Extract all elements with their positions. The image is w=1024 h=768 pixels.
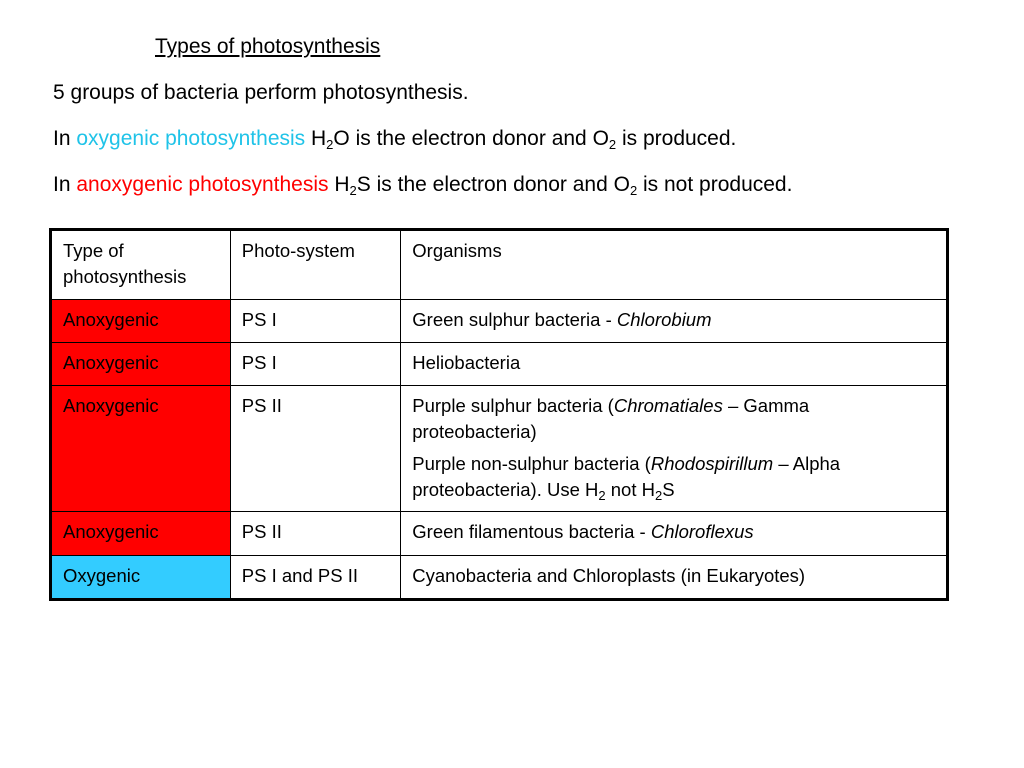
organisms-genus: Rhodospirillum <box>650 453 774 474</box>
oxygenic-h: H <box>305 127 327 150</box>
oxygenic-sub2: 2 <box>608 137 617 152</box>
anoxygenic-mid: S is the electron donor and O <box>356 173 630 196</box>
anoxygenic-end: is not produced. <box>637 173 793 196</box>
anoxygenic-statement <box>53 171 792 199</box>
organisms-paragraph <box>412 451 936 503</box>
organisms-text: Purple sulphur bacteria ( <box>412 395 614 416</box>
anoxygenic-h: H <box>328 173 350 196</box>
organisms-text: Green sulphur bacteria - <box>412 309 617 330</box>
table-row <box>51 343 948 386</box>
organisms-text: not H <box>605 479 655 500</box>
oxygenic-mid: O is the electron donor and O <box>333 127 609 150</box>
organisms-genus: Chromatiales <box>613 395 723 416</box>
table-header-row <box>51 230 948 300</box>
organisms-text: Green filamentous bacteria - <box>412 521 651 542</box>
table-row <box>51 556 948 600</box>
organisms-text: – Gamma proteobacteria) <box>412 395 810 442</box>
subscript: 2 <box>654 488 663 503</box>
organisms-cell <box>401 300 948 343</box>
table-row <box>51 300 948 343</box>
organisms-cell: Heliobacteria <box>401 343 948 386</box>
organisms-cell: Cyanobacteria and Chloroplasts (in Eukaryotes) <box>401 556 948 600</box>
type-cell: Anoxygenic <box>51 300 231 343</box>
oxygenic-prefix: In <box>53 127 77 150</box>
type-cell: Anoxygenic <box>51 343 231 386</box>
anoxygenic-sub1: 2 <box>349 183 357 198</box>
photosystem-cell: PS I <box>230 300 400 343</box>
type-cell: Anoxygenic <box>51 512 231 556</box>
header-organisms: Organisms <box>401 230 948 300</box>
organisms-text: – Alpha proteobacteria). Use H <box>412 453 841 500</box>
type-cell: Anoxygenic <box>51 386 231 512</box>
type-cell: Oxygenic <box>51 556 231 600</box>
table-row <box>51 386 948 512</box>
header-type: Type of photosynthesis <box>51 230 231 300</box>
organisms-cell <box>401 386 948 512</box>
table-row <box>51 512 948 556</box>
organisms-genus: Chlorobium <box>616 309 712 330</box>
anoxygenic-sub2: 2 <box>629 183 638 198</box>
anoxygenic-prefix: In <box>53 173 77 196</box>
photosystem-cell: PS II <box>230 512 400 556</box>
oxygenic-sub1: 2 <box>326 137 334 152</box>
slide-title: Types of photosynthesis <box>155 35 381 58</box>
organisms-genus: Chloroflexus <box>650 521 754 542</box>
organisms-paragraph <box>412 393 936 445</box>
photosynthesis-table <box>49 228 949 601</box>
organisms-cell <box>401 512 948 556</box>
oxygenic-statement <box>53 125 736 153</box>
oxygenic-end: is produced. <box>616 127 737 150</box>
photosystem-cell: PS I <box>230 343 400 386</box>
photosystem-cell: PS I and PS II <box>230 556 400 600</box>
intro-text: 5 groups of bacteria perform photosynthesis. <box>53 81 469 104</box>
subscript: 2 <box>598 488 606 503</box>
oxygenic-highlight: oxygenic photosynthesis <box>76 127 306 150</box>
organisms-text: Purple non-sulphur bacteria ( <box>412 453 651 474</box>
anoxygenic-highlight: anoxygenic photosynthesis <box>76 173 329 196</box>
photosystem-cell: PS II <box>230 386 400 512</box>
header-photosystem: Photo-system <box>230 230 400 300</box>
organisms-text: S <box>662 479 675 500</box>
